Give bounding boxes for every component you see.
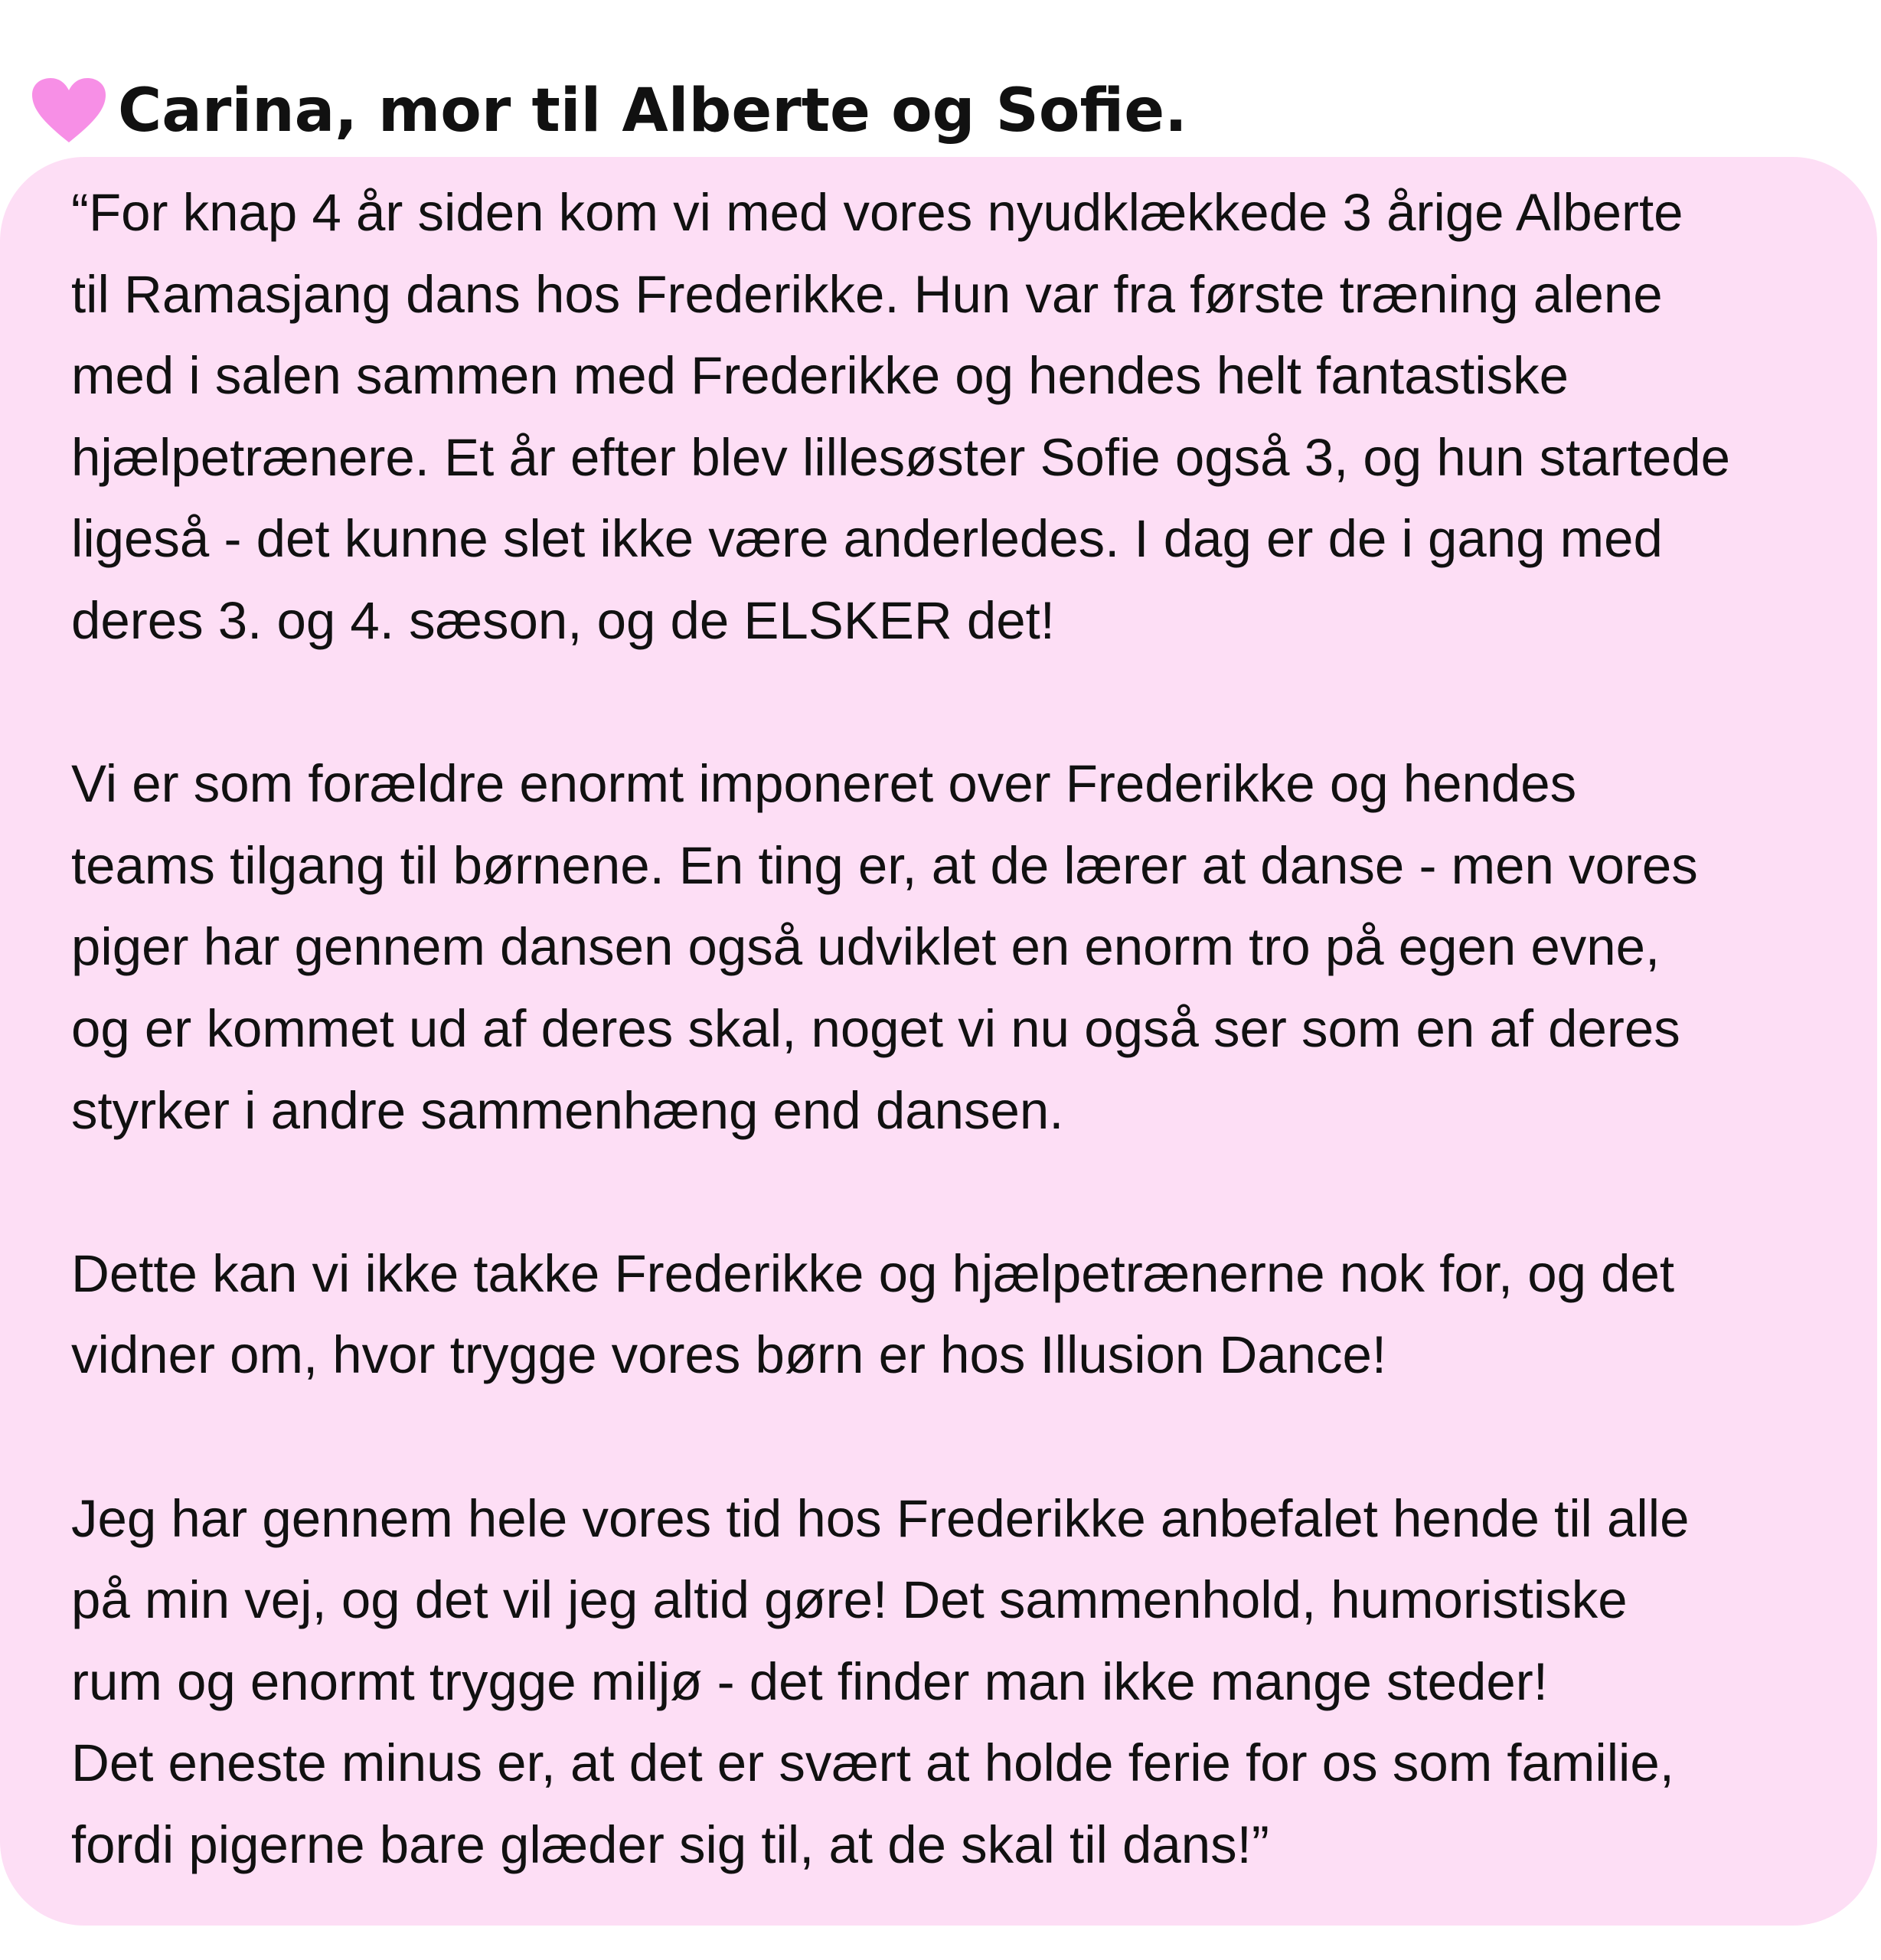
paragraph-gap	[71, 662, 1855, 744]
quote-line: vidner om, hvor trygge vores børn er hos Illusion Dance!	[71, 1325, 1387, 1385]
quote-line: på min vej, og det vil jeg altid gøre! Det sammenhold, humoristiske	[71, 1570, 1628, 1630]
testimonial-quote	[71, 172, 1855, 1886]
quote-line: til Ramasjang dans hos Frederikke. Hun var fra første træning alene	[71, 264, 1663, 324]
quote-line: Det eneste minus er, at det er svært at holde ferie for os som familie,	[71, 1733, 1674, 1793]
quote-line: “For knap 4 år siden kom vi med vores nyudklækkede 3 årige Alberte	[71, 183, 1683, 242]
quote-line: piger har gennem dansen også udviklet en enorm tro på egen evne,	[71, 917, 1661, 977]
quote-line: Jeg har gennem hele vores tid hos Frederikke anbefalet hende til alle	[71, 1488, 1690, 1548]
quote-line: Vi er som forældre enormt imponeret over Frederikke og hendes	[71, 754, 1577, 814]
quote-line: med i salen sammen med Frederikke og hendes helt fantastiske	[71, 346, 1569, 406]
quote-line: Dette kan vi ikke takke Frederikke og hjælpetrænerne nok for, og det	[71, 1243, 1675, 1303]
paragraph-gap	[71, 1152, 1855, 1233]
quote-line: styrker i andre sammenhæng end dansen.	[71, 1080, 1064, 1140]
paragraph-gap	[71, 1396, 1855, 1478]
heart-icon	[31, 77, 107, 145]
quote-line: rum og enormt trygge miljø - det finder man ikke mange steder!	[71, 1651, 1548, 1711]
quote-line: hjælpetrænere. Et år efter blev lillesøster Sofie også 3, og hun startede	[71, 427, 1730, 487]
quote-line: fordi pigerne bare glæder sig til, at de skal til dans!”	[71, 1815, 1269, 1874]
quote-line: teams tilgang til børnene. En ting er, at de lærer at danse - men vores	[71, 835, 1698, 895]
quote-line: deres 3. og 4. sæson, og de ELSKER det!	[71, 590, 1055, 650]
testimonial-author-title: Carina, mor til Alberte og Sofie.	[118, 77, 1187, 145]
quote-line: og er kommet ud af deres skal, noget vi nu også ser som en af deres	[71, 998, 1680, 1058]
quote-line: ligeså - det kunne slet ikke være anderledes. I dag er de i gang med	[71, 509, 1663, 569]
testimonial-header	[31, 69, 1187, 153]
